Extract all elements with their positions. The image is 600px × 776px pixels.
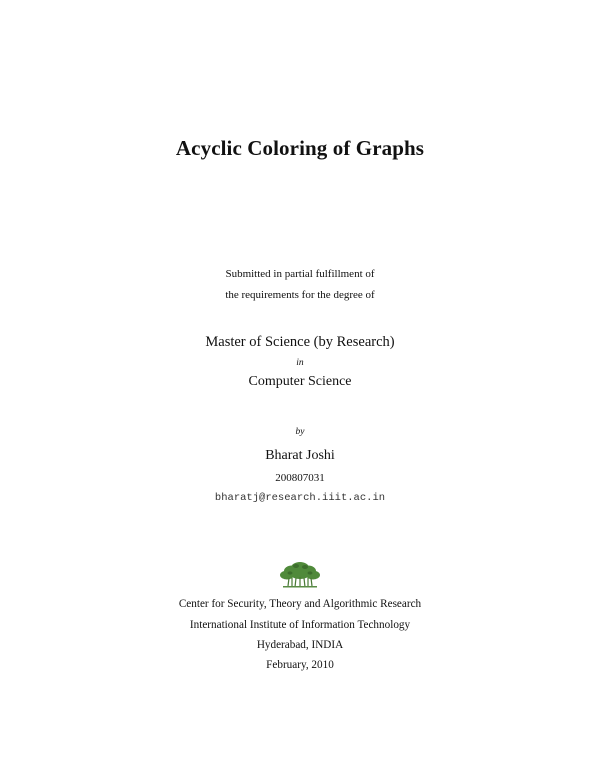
institution-center: Center for Security, Theory and Algorithmic Research — [178, 598, 422, 610]
institution-location: Hyderabad, INDIA — [256, 639, 344, 651]
thesis-title: Acyclic Coloring of Graphs — [175, 136, 425, 160]
submission-statement-line-1: Submitted in partial fulfillment of — [225, 268, 375, 280]
submission-date: February, 2010 — [266, 659, 334, 671]
degree-field: Computer Science — [248, 374, 352, 389]
submission-statement-line-2: the requirements for the degree of — [225, 289, 375, 301]
degree-name: Master of Science (by Research) — [205, 334, 395, 350]
author-email: bharatj@research.iiit.ac.in — [214, 492, 386, 504]
tree-logo-icon — [279, 559, 321, 589]
author-roll-number: 200807031 — [275, 472, 325, 484]
author-name: Bharat Joshi — [265, 448, 335, 463]
institution-name: International Institute of Information Technology — [189, 619, 411, 631]
author-by-label: by — [295, 427, 305, 437]
degree-connector: in — [296, 358, 304, 368]
